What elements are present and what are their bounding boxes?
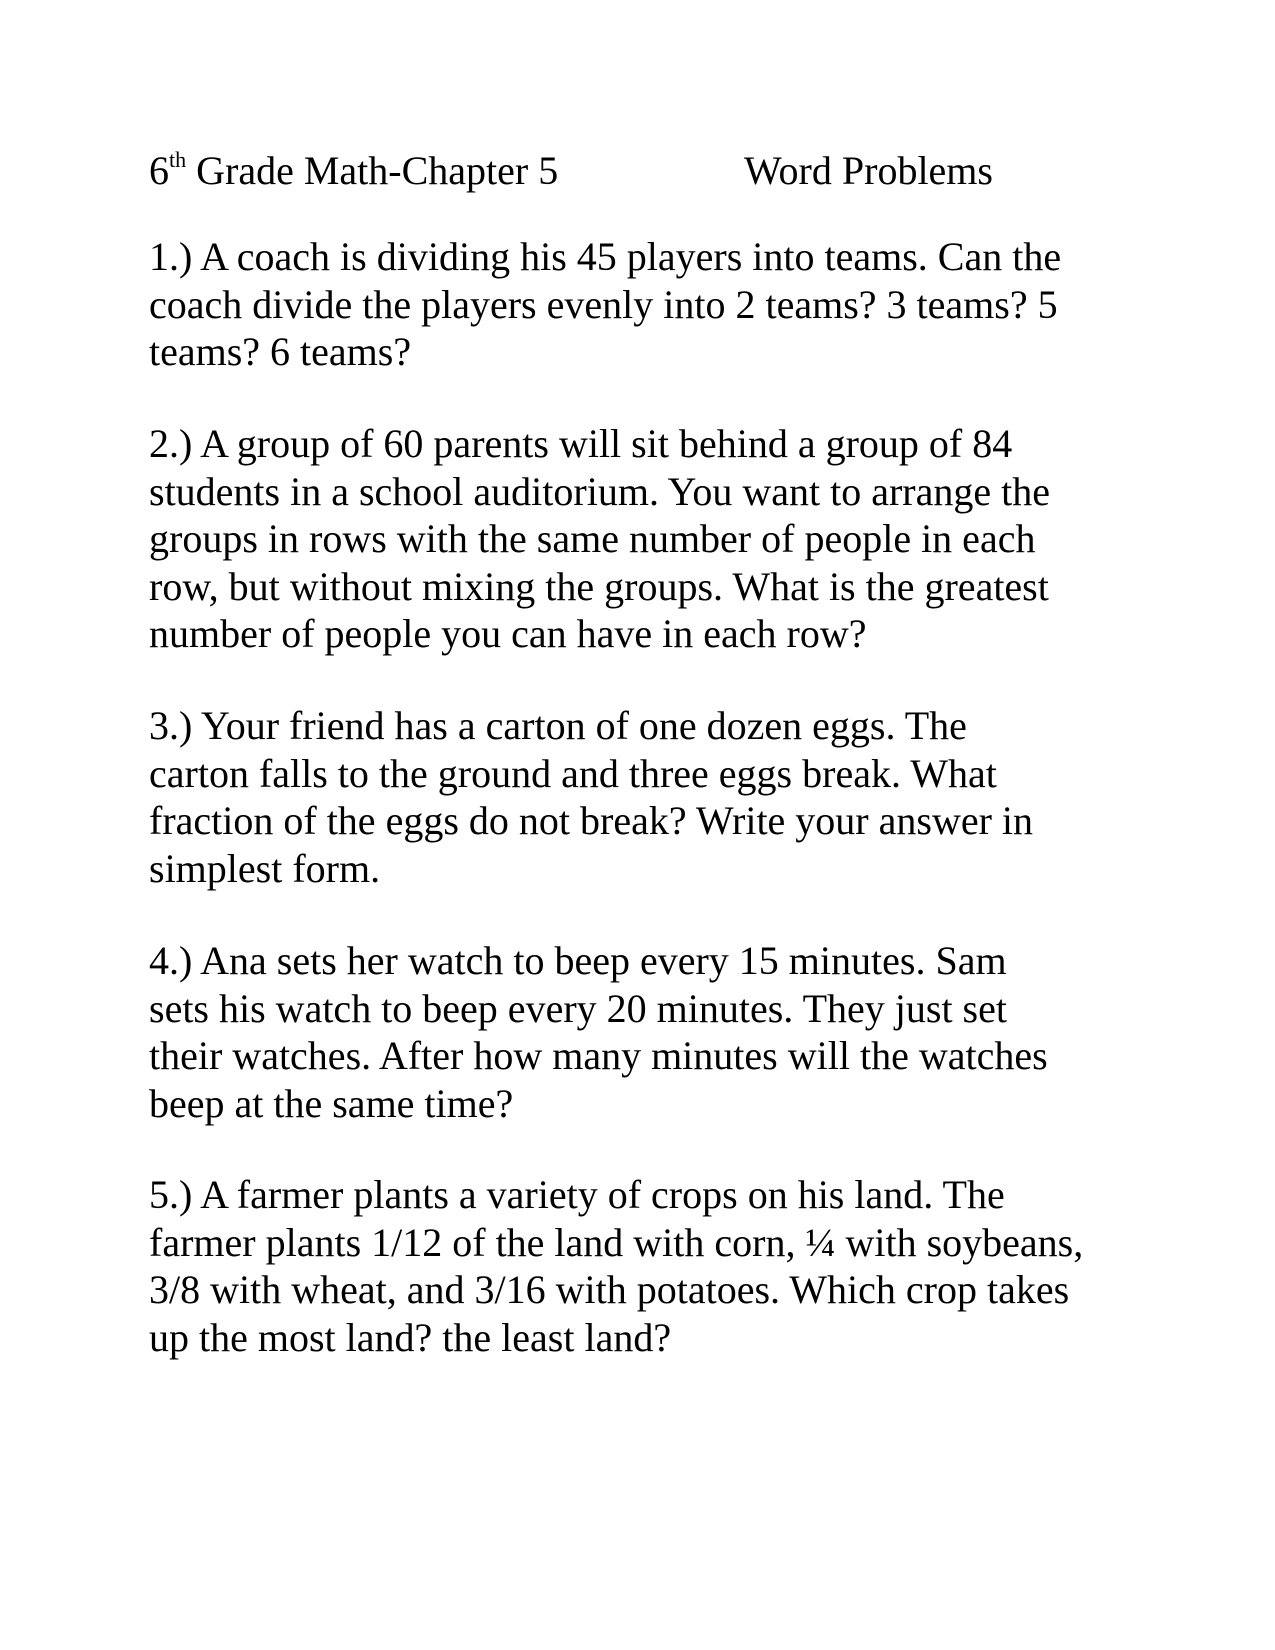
problem-line: sets his watch to beep every 20 minutes. They just set xyxy=(149,985,1007,1031)
section-title: Word Problems xyxy=(744,148,993,193)
problem-line: number of people you can have in each row? xyxy=(149,611,867,656)
problem-line: their watches. After how many minutes will the watches xyxy=(149,1033,1048,1078)
problem-5 xyxy=(149,1171,1129,1361)
problem-line: row, but without mixing the groups. What is the greatest xyxy=(149,563,1049,609)
problem-line: 1.) A coach is dividing his 45 players into teams. Can the xyxy=(149,234,1062,279)
problem-line: 4.) Ana sets her watch to beep every 15 minutes. Sam xyxy=(149,938,1007,983)
grade-suffix: th xyxy=(169,147,187,172)
problem-line: teams? 6 teams? xyxy=(149,329,412,374)
problem-line: carton falls to the ground and three eggs break. What xyxy=(149,750,997,796)
problem-line: students in a school auditorium. You want to arrange the xyxy=(149,468,1050,514)
problem-line: farmer plants 1/12 of the land with corn, ¼ with soybeans, xyxy=(149,1219,1084,1265)
problem-line: fraction of the eggs do not break? Write your answer in xyxy=(149,798,1034,843)
problem-line: 3.) Your friend has a carton of one dozen eggs. The xyxy=(149,703,967,748)
worksheet-header xyxy=(149,146,1029,206)
problem-4 xyxy=(149,937,1129,1127)
problem-line: 2.) A group of 60 parents will sit behind a group of 84 xyxy=(149,421,1013,466)
problem-line: coach divide the players evenly into 2 teams? 3 teams? 5 xyxy=(149,281,1058,327)
problem-line: 5.) A farmer plants a variety of crops on his land. The xyxy=(149,1172,1005,1217)
problem-line: groups in rows with the same number of people in each xyxy=(149,516,1036,561)
problem-3 xyxy=(149,702,1129,892)
problem-2 xyxy=(149,420,1129,658)
course-title xyxy=(149,146,558,196)
problem-line: 3/8 with wheat, and 3/16 with potatoes. Which crop takes xyxy=(149,1267,1070,1312)
problem-line: beep at the same time? xyxy=(149,1080,514,1126)
problem-1 xyxy=(149,233,1129,376)
course-name: Grade Math-Chapter 5 xyxy=(196,148,559,193)
problem-line: simplest form. xyxy=(149,845,381,891)
problem-line: up the most land? the least land? xyxy=(149,1314,672,1360)
grade-number: 6 xyxy=(149,148,169,193)
